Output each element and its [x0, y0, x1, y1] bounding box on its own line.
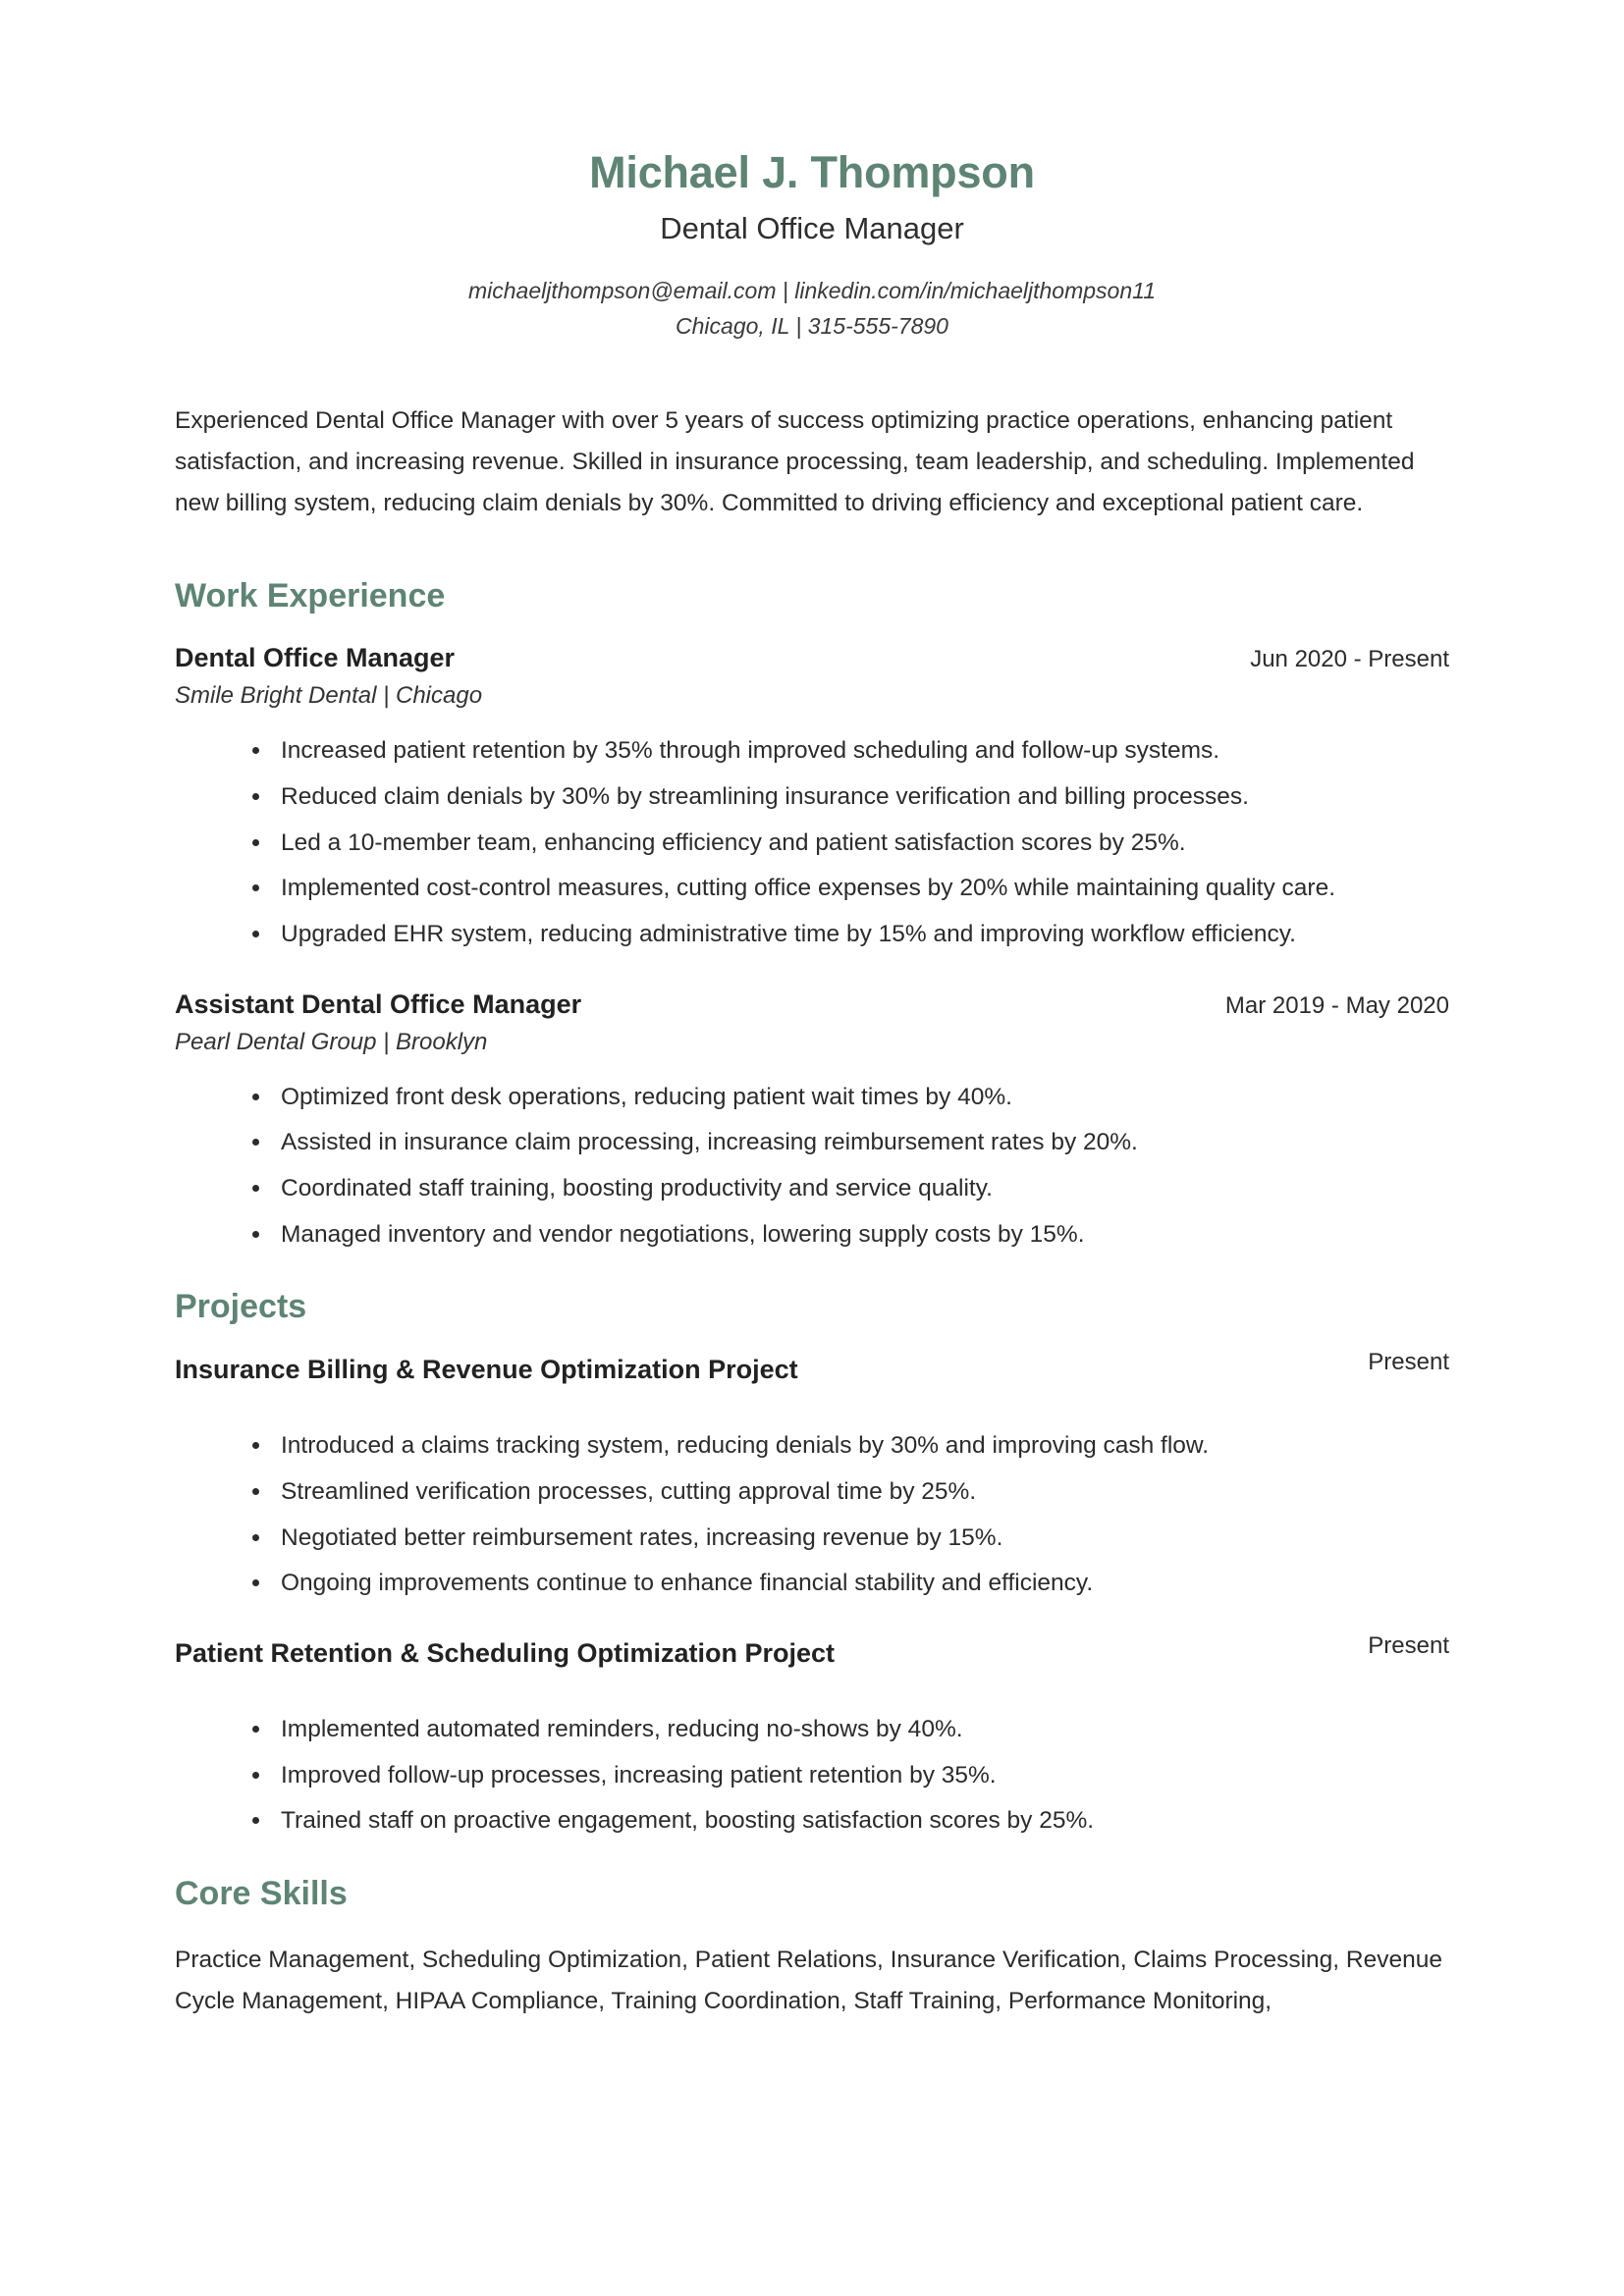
core-skills-list: Practice Management, Scheduling Optimization, Patient Relations, Insurance Verification, Claims Processing, Revenue Cycle Management, HIPAA Compliance, Training Coordination, Staff Training, Performance Monitoring, [175, 1946, 1442, 2015]
contact-line-email-linkedin: michaeljthompson@email.com | linkedin.com/in/michaeljthompson11 [467, 277, 1157, 303]
bullet-item: • Implemented cost-control measures, cutting office expenses by 20% while maintaining quality care. [273, 869, 1449, 908]
candidate-job-title: Dental Office Manager [660, 210, 964, 245]
bullet-item: • Upgraded EHR system, reducing administrative time by 15% and improving workflow efficiency. [273, 915, 1449, 954]
project-entry-header [175, 1349, 1449, 1387]
project-entry [175, 1632, 1449, 1841]
work-entry-left [175, 988, 1202, 1060]
bullet-item: • Improved follow-up processes, increasing patient retention by 35%. [273, 1756, 1449, 1795]
bullet-item: • Optimized front desk operations, reducing patient wait times by 40%. [273, 1078, 1449, 1117]
work-entry [175, 988, 1449, 1255]
work-entry-date: Mar 2019 - May 2020 [1224, 991, 1449, 1019]
project-entry-title: Patient Retention & Scheduling Optimization Project [175, 1638, 836, 1668]
bullet-item: • Coordinated staff training, boosting productivity and service quality. [273, 1169, 1449, 1208]
work-entry-bullets [175, 1078, 1449, 1255]
project-entry-left [175, 1636, 1344, 1671]
bullet-item: • Streamlined verification processes, cutting approval time by 25%. [273, 1472, 1449, 1512]
bullet-item: • Managed inventory and vendor negotiations, lowering supply costs by 15%. [273, 1215, 1449, 1255]
resume-header [175, 147, 1449, 344]
professional-summary: Experienced Dental Office Manager with over 5 years of success optimizing practice operations, enhancing patient satisfaction, and increasing revenue. Skilled in insurance processing, team leadership, and scheduling. Implemented new billing system, reducing claim denials by 30%. Committed to driving efficiency and exceptional patient care. [175, 407, 1415, 517]
work-entry-left [175, 641, 1226, 714]
work-entry-company: Smile Bright Dental | Chicago [175, 682, 483, 710]
work-entry-header [175, 641, 1449, 714]
contact-line-location-phone: Chicago, IL | 315-555-7890 [676, 312, 948, 339]
bullet-item: • Implemented automated reminders, reducing no-shows by 40%. [273, 1710, 1449, 1749]
bullet-item: • Assisted in insurance claim processing, increasing reimbursement rates by 20%. [273, 1123, 1449, 1162]
bullet-item: • Increased patient retention by 35% through improved scheduling and follow-up systems. [273, 731, 1449, 771]
work-entry-title: Dental Office Manager [175, 643, 456, 673]
bullet-item: • Negotiated better reimbursement rates, increasing revenue by 15%. [273, 1519, 1449, 1558]
section-heading-projects: Projects [175, 1288, 307, 1326]
project-entry-bullets [175, 1426, 1449, 1603]
work-entry-title: Assistant Dental Office Manager [175, 988, 582, 1019]
candidate-name: Michael J. Thompson [589, 147, 1035, 197]
project-entry-date: Present [1368, 1632, 1449, 1659]
work-entry-bullets [175, 731, 1449, 953]
project-entry-left [175, 1353, 1344, 1387]
project-entry-header [175, 1632, 1449, 1671]
project-entry-title: Insurance Billing & Revenue Optimization Project [175, 1355, 798, 1385]
project-entry-bullets [175, 1710, 1449, 1841]
work-entry-header [175, 988, 1449, 1060]
bullet-item: • Trained staff on proactive engagement, boosting satisfaction scores by 25%. [273, 1801, 1449, 1841]
work-entry-company: Pearl Dental Group | Brooklyn [175, 1028, 488, 1055]
bullet-item: • Reduced claim denials by 30% by streamlining insurance verification and billing processes. [273, 777, 1449, 817]
project-entry [175, 1349, 1449, 1603]
section-core-skills [175, 1874, 1449, 2022]
project-entry-date: Present [1368, 1349, 1449, 1376]
section-work-experience [175, 576, 1449, 1255]
bullet-item: • Ongoing improvements continue to enhance financial stability and efficiency. [273, 1564, 1449, 1603]
section-projects [175, 1287, 1449, 1841]
work-entry [175, 641, 1449, 953]
section-heading-work-experience: Work Experience [175, 576, 446, 614]
section-heading-core-skills: Core Skills [175, 1875, 348, 1913]
work-entry-date: Jun 2020 - Present [1250, 646, 1449, 673]
bullet-item: • Led a 10-member team, enhancing efficiency and patient satisfaction scores by 25%. [273, 824, 1449, 863]
bullet-item: • Introduced a claims tracking system, reducing denials by 30% and improving cash flow. [273, 1426, 1449, 1466]
